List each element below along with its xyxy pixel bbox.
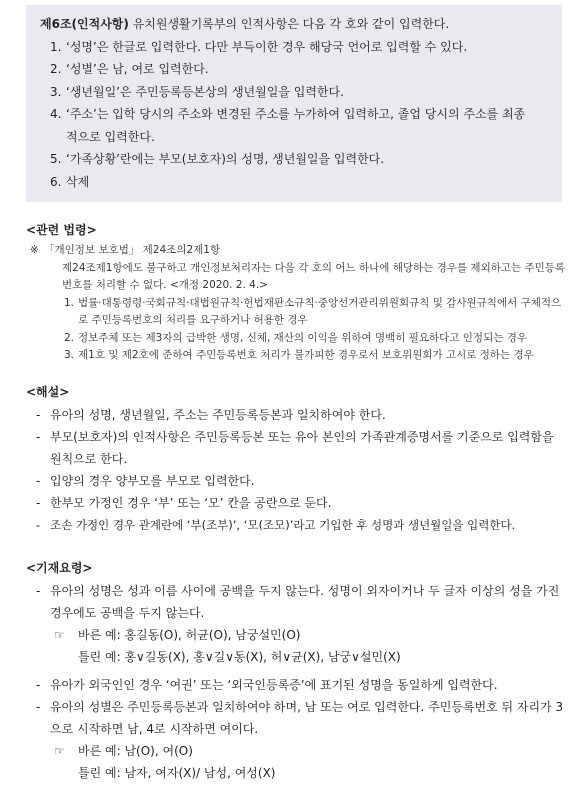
article-box	[26, 5, 562, 202]
list-item: - 유아의 성명, 생년월일, 주소는 주민등록등본과 일치하여야 한다.	[36, 408, 386, 422]
related-law-section	[26, 220, 566, 365]
list-item: - 조손 가정인 경우 관계란에 ‘부(조부)’, ‘모(조모)’라고 기입한 후 성명과 생년월일을 입력한다.	[36, 518, 516, 532]
article-item: 2. ‘성별’은 남, 여로 입력한다.	[50, 62, 209, 76]
pointing-hand-icon: ☞	[54, 628, 65, 642]
law-item: 2. 정보주체 또는 제3자의 급박한 생명, 신체, 재산의 이익을 위하여 명백히 필요하다고 인정되는 경우	[64, 331, 527, 344]
writing-guide-title: <기재요령>	[26, 561, 93, 575]
law-title: 「개인정보 보호법」 제24조의2제1항	[44, 244, 221, 256]
law-item: 3. 제1호 및 제2호에 준하여 주민등록번호 처리가 불가피한 경우로서 보호위원회가 고시로 정하는 경우	[64, 349, 534, 361]
article-item: 3. ‘생년월일’은 주민등록등본상의 생년월일을 입력한다.	[50, 84, 344, 99]
example-correct: ☞ 바른 예: 홍길동(O), 허균(O), 남궁설민(O)	[26, 624, 566, 646]
list-item: - 유아의 성명은 성과 이름 사이에 공백을 두지 않는다. 성명이 외자이거나 두 글자 이상의 성을 가진 경우에도 공백을 두지 않는다.	[36, 584, 560, 620]
article-item: 6. 삭제	[50, 174, 90, 189]
list-item: - 한부모 가정인 경우 ‘부’ 또는 ‘모’ 칸을 공란으로 둔다.	[36, 496, 332, 510]
note-mark-icon: ※	[30, 244, 39, 256]
writing-guide-section	[26, 558, 566, 784]
example-wrong: 틀린 예: 홍∨길동(X), 홍∨길∨동(X), 허∨균(X), 남궁∨설민(X)	[78, 650, 401, 664]
article-item: 1. ‘성명’은 한글로 입력한다. 다만 부득이한 경우 해당국 언어로 입력할 수 있다.	[50, 39, 468, 54]
article-title: 제6조(인적사항)	[40, 17, 129, 31]
article-item: 5. ‘가족상황’란에는 부모(보호자)의 성명, 생년월일을 입력한다.	[50, 152, 385, 166]
law-item: 1. 법률·대통령령·국회규칙·대법원규칙·헌법재판소규칙·중앙선거관리위원회규칙 및 감사원규칙에서 구체적으로 주민등록번호의 처리를 요구하거나 허용한 경우	[64, 296, 562, 326]
explanation-title: <해설>	[26, 385, 70, 399]
list-item: - 유아가 외국인인 경우 ‘여권’ 또는 ‘외국인등록증’에 표기된 성명을 동일하게 입력한다.	[36, 678, 498, 692]
article-item: 4. ‘주소’는 입학 당시의 주소와 변경된 주소를 누가하여 입력하고, 졸업 당시의 주소를 최종적으로 입력한다.	[50, 107, 526, 144]
explanation-section	[26, 382, 566, 536]
law-body: 제24조제1항에도 불구하고 개인정보처리자는 다음 각 호의 어느 하나에 해당하는 경우를 제외하고는 주민등록번호를 처리할 수 없다. <개정 2020. 2. 4.>	[62, 261, 566, 291]
list-item: - 부모(보호자)의 인적사항은 주민등록등본 또는 유아 본인의 가족관계증명서를 기준으로 입력함을 원칙으로 한다.	[36, 430, 554, 466]
law-heading	[26, 242, 566, 260]
related-law-title: <관련 법령>	[26, 223, 97, 237]
article-intro: 유치원생활기록부의 인적사항은 다음 각 호와 같이 입력한다.	[128, 17, 450, 31]
list-item: - 입양의 경우 양부모를 부모로 입력한다.	[36, 474, 255, 488]
example-wrong: 틀린 예: 남자, 여자(X)/ 남성, 여성(X)	[78, 766, 276, 780]
pointing-hand-icon: ☞	[54, 744, 65, 758]
article-heading	[40, 13, 548, 36]
example-correct: ☞ 바른 예: 남(O), 여(O)	[26, 740, 566, 762]
list-item: - 유아의 성별은 주민등록등본과 일치하여야 하며, 남 또는 여로 입력한다. 주민등록번호 뒤 자리가 3으로 시작하면 남, 4로 시작하면 여이다.	[36, 700, 564, 736]
